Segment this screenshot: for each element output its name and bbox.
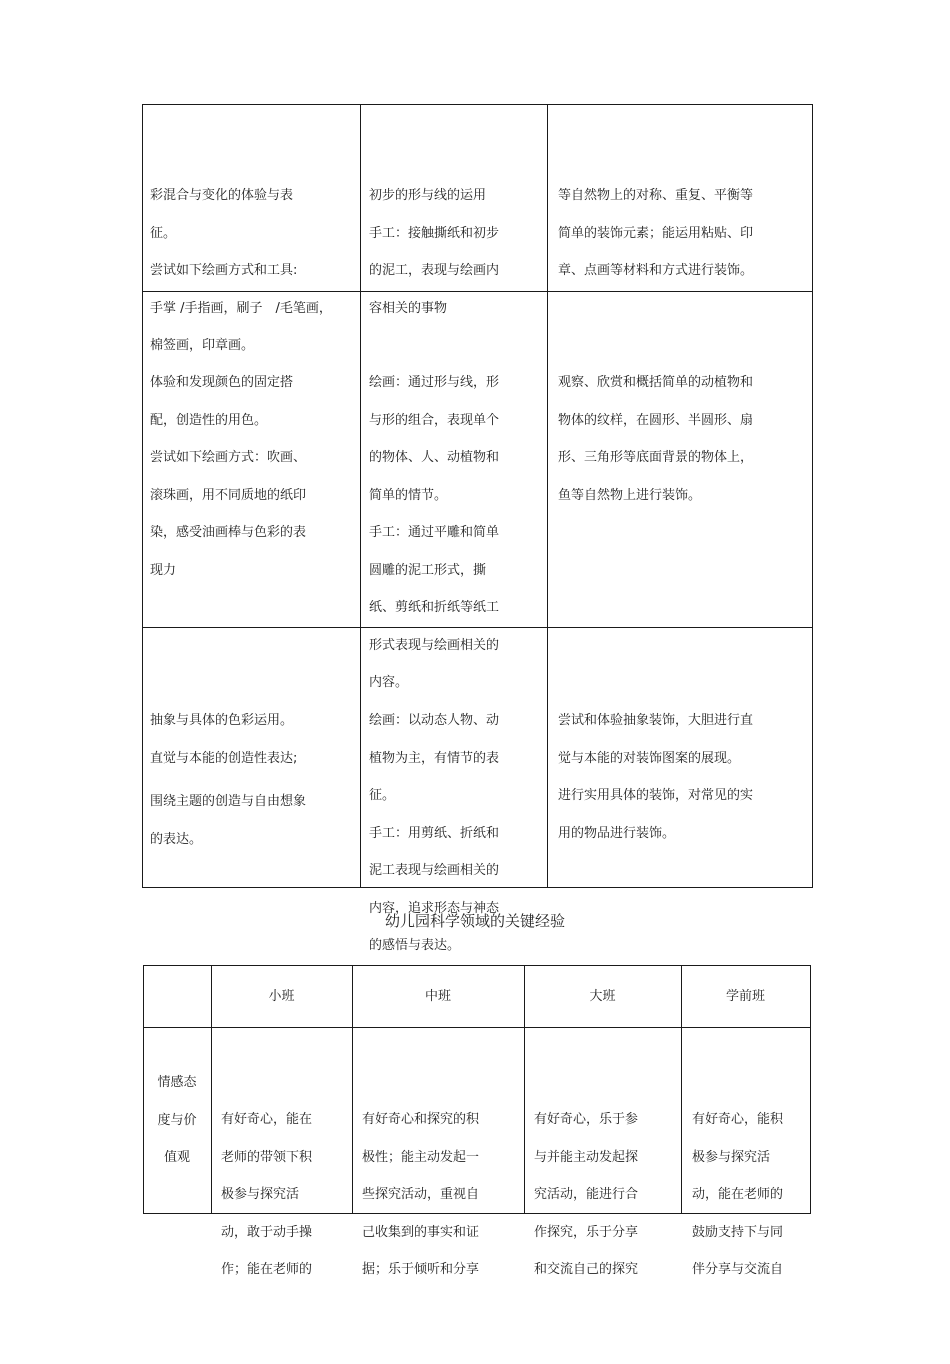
table-1-border-right <box>812 104 813 888</box>
table-2-cell: 有好奇心，乐于参 与并能主动发起探 究活动，能进行合 作探究，乐于分享 和交流自己的探究 <box>534 1112 639 1277</box>
table-2-cell: 有好奇心和探究的积 极性；能主动发起一 些探究活动，重视自 己收集到的事实和证 据；乐于倾听和分享 <box>362 1112 480 1277</box>
table-1-cell: 等自然物上的对称、重复、平衡等 简单的装饰元素；能运用粘贴、印 章、点画等材料和方式进行装饰。 <box>558 188 754 278</box>
table-1-cell: 体验和发现颜色的固定搭 配，创造性的用色。 尝试如下绘画方式：吹画、 滚珠画，用不同质地的纸印 染，感受油画棒与色彩的表 现力 <box>150 375 307 578</box>
table-2-row-label: 情感态 度与价 值观 <box>157 1075 197 1165</box>
table-2-header-zhongban: 中班 <box>424 989 451 1004</box>
table-1-cell: 抽象与具体的色彩运用。 直觉与本能的创造性表达; 围绕主题的创造与自由想象 的表达。 <box>150 713 307 847</box>
table-1-cell: 彩混合与变化的体验与表 征。 尝试如下绘画方式和工具: 手掌 /手指画，刷子 /毛笔画， 棉签画，印章画。 <box>150 188 332 353</box>
table-1-cell: 观察、欣赏和概括简单的动植物和 物体的纹样，在圆形、半圆形、扇 形、三角形等底面背景的物体上， 鱼等自然物上进行装饰。 <box>558 375 754 503</box>
table-2-cell: 有好奇心，能积 极参与探究活 动，能在老师的 鼓励支持下与同 伴分享与交流自 <box>692 1112 784 1277</box>
table-1-col-divider <box>547 104 548 888</box>
table-2-header-xiaoban: 小班 <box>268 989 295 1004</box>
table-2-border-right <box>810 965 811 1214</box>
table-2-header-xueqianban: 学前班 <box>725 989 765 1004</box>
table-2-header-daban: 大班 <box>589 989 616 1004</box>
table-1-cell: 尝试和体验抽象装饰，大胆进行直 觉与本能的对装饰图案的展现。 进行实用具体的装饰，对常见的实 用的物品进行装饰。 <box>558 713 754 841</box>
table-1-col-divider <box>360 104 361 888</box>
section-title: 幼儿园科学领域的关键经验 <box>384 912 565 930</box>
table-2-border-top <box>143 965 811 966</box>
table-1-cell: 初步的形与线的运用 手工：接触撕纸和初步 的泥工，表现与绘画内 容相关的事物 <box>369 188 500 316</box>
table-1-border-left <box>142 104 143 888</box>
table-1-cell: 绘画：通过形与线，形 与形的组合，表现单个 的物体、人、动植物和 简单的情节。 手工：通过平雕和简单 圆雕的泥工形式，撕 纸、剪纸和折纸等纸工 形式表现与绘画相关的 内容。 <box>369 375 500 690</box>
table-1-cell: 绘画：以动态人物、动 植物为主，有情节的表 征。 手工：用剪纸、折纸和 泥工表现与绘画相关的 内容，追求形态与神态 的感悟与表达。 <box>369 713 500 953</box>
table-2-cell: 有好奇心，能在 老师的带领下积 极参与探究活 动，敢于动手操 作；能在老师的 <box>221 1112 313 1277</box>
